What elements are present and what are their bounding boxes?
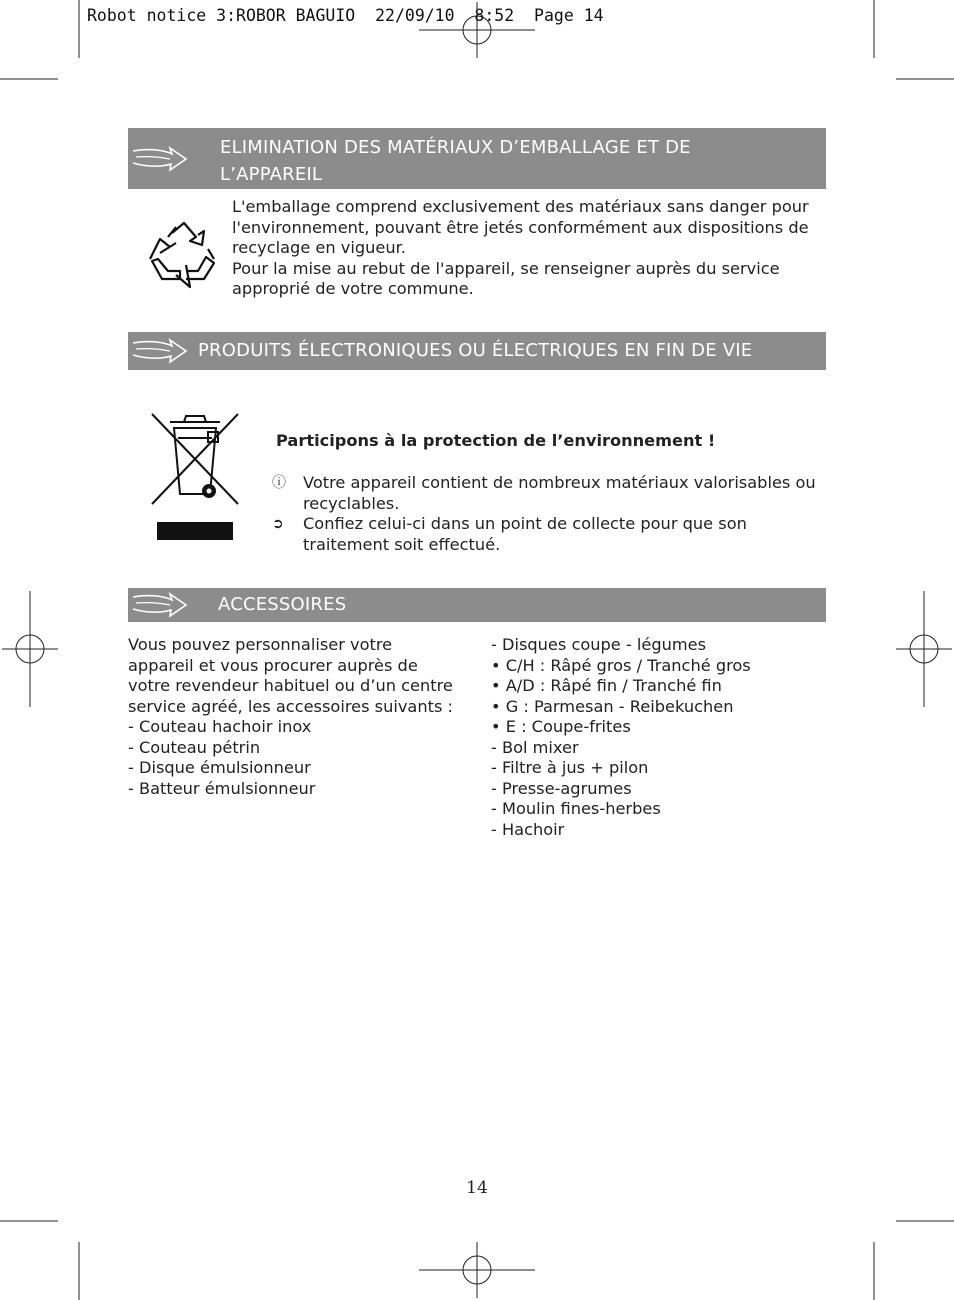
text-line: Votre appareil contient de nombreux matériaux valorisables ou — [303, 473, 816, 492]
text-line: recyclables. — [303, 493, 400, 513]
text-line: L'emballage comprend exclusivement des matériaux sans danger pour — [232, 197, 809, 216]
list-item: - Couteau pétrin — [128, 737, 261, 757]
text-line: votre revendeur habituel ou d’un centre — [128, 676, 453, 695]
arrow-right-icon: ➲ — [272, 516, 284, 532]
weee-item — [272, 473, 832, 514]
list-item: - Moulin fines-herbes — [491, 799, 661, 818]
text-line: l'environnement, pouvant être jetés conformément aux dispositions de — [232, 217, 809, 237]
text-line: traitement soit effectué. — [303, 534, 501, 554]
text-line: recyclage en vigueur. — [232, 238, 406, 257]
text-line: appareil et vous procurer auprès de — [128, 655, 418, 675]
list-item: • C/H : Râpé gros / Tranché gros — [491, 655, 751, 675]
list-item: - Presse-agrumes — [491, 778, 632, 798]
list-item: - Bol mixer — [491, 737, 579, 757]
text-line: service agréé, les accessoires suivants : — [128, 696, 453, 716]
print-slug-line: Robot notice 3:ROBOR BAGUIO 22/09/10 8:52 Page 14 — [87, 6, 604, 25]
list-item: - Disque émulsionneur — [128, 758, 311, 777]
accessories-left-column — [128, 635, 478, 799]
weee-heading: Participons à la protection de l’environnement ! — [276, 431, 716, 450]
text-line: Pour la mise au rebut de l'appareil, se renseigner auprès du service — [232, 258, 780, 278]
section-title-weee: PRODUITS ÉLECTRONIQUES OU ÉLECTRIQUES EN FIN DE VIE — [198, 340, 753, 361]
list-item: - Couteau hachoir inox — [128, 717, 312, 736]
hand-arrow-icon — [130, 145, 188, 173]
crossed-bin-icon — [148, 412, 242, 542]
list-item: • E : Coupe-frites — [491, 717, 631, 736]
list-item: • A/D : Râpé fin / Tranché fin — [491, 676, 722, 695]
weee-item-list — [272, 473, 832, 555]
weee-item — [272, 514, 832, 555]
list-item: - Disques coupe - légumes — [491, 635, 707, 654]
text-line: approprié de votre commune. — [232, 279, 474, 298]
section-banner-accessories — [128, 588, 826, 622]
section-title-accessories: ACCESSOIRES — [218, 594, 347, 615]
list-item: - Filtre à jus + pilon — [491, 758, 649, 777]
text-line: Confiez celui-ci dans un point de collecte pour que son — [303, 514, 747, 533]
section-title-elimination: ELIMINATION DES MATÉRIAUX D’EMBALLAGE ET DE L’APPAREIL — [220, 137, 691, 185]
section-banner-weee — [128, 332, 826, 370]
hand-arrow-icon — [130, 591, 188, 619]
page-number: 14 — [466, 1178, 488, 1198]
list-item: - Batteur émulsionneur — [128, 778, 316, 798]
info-icon: ⓘ — [272, 475, 286, 491]
elimination-text — [232, 197, 832, 300]
text-line: Vous pouvez personnaliser votre — [128, 635, 393, 654]
section-banner-elimination — [128, 128, 826, 189]
list-item: • G : Parmesan - Reibekuchen — [491, 696, 734, 716]
accessories-right-column — [491, 635, 831, 840]
list-item: - Hachoir — [491, 819, 565, 839]
recycle-icon — [146, 219, 220, 291]
hand-arrow-icon — [130, 337, 188, 365]
